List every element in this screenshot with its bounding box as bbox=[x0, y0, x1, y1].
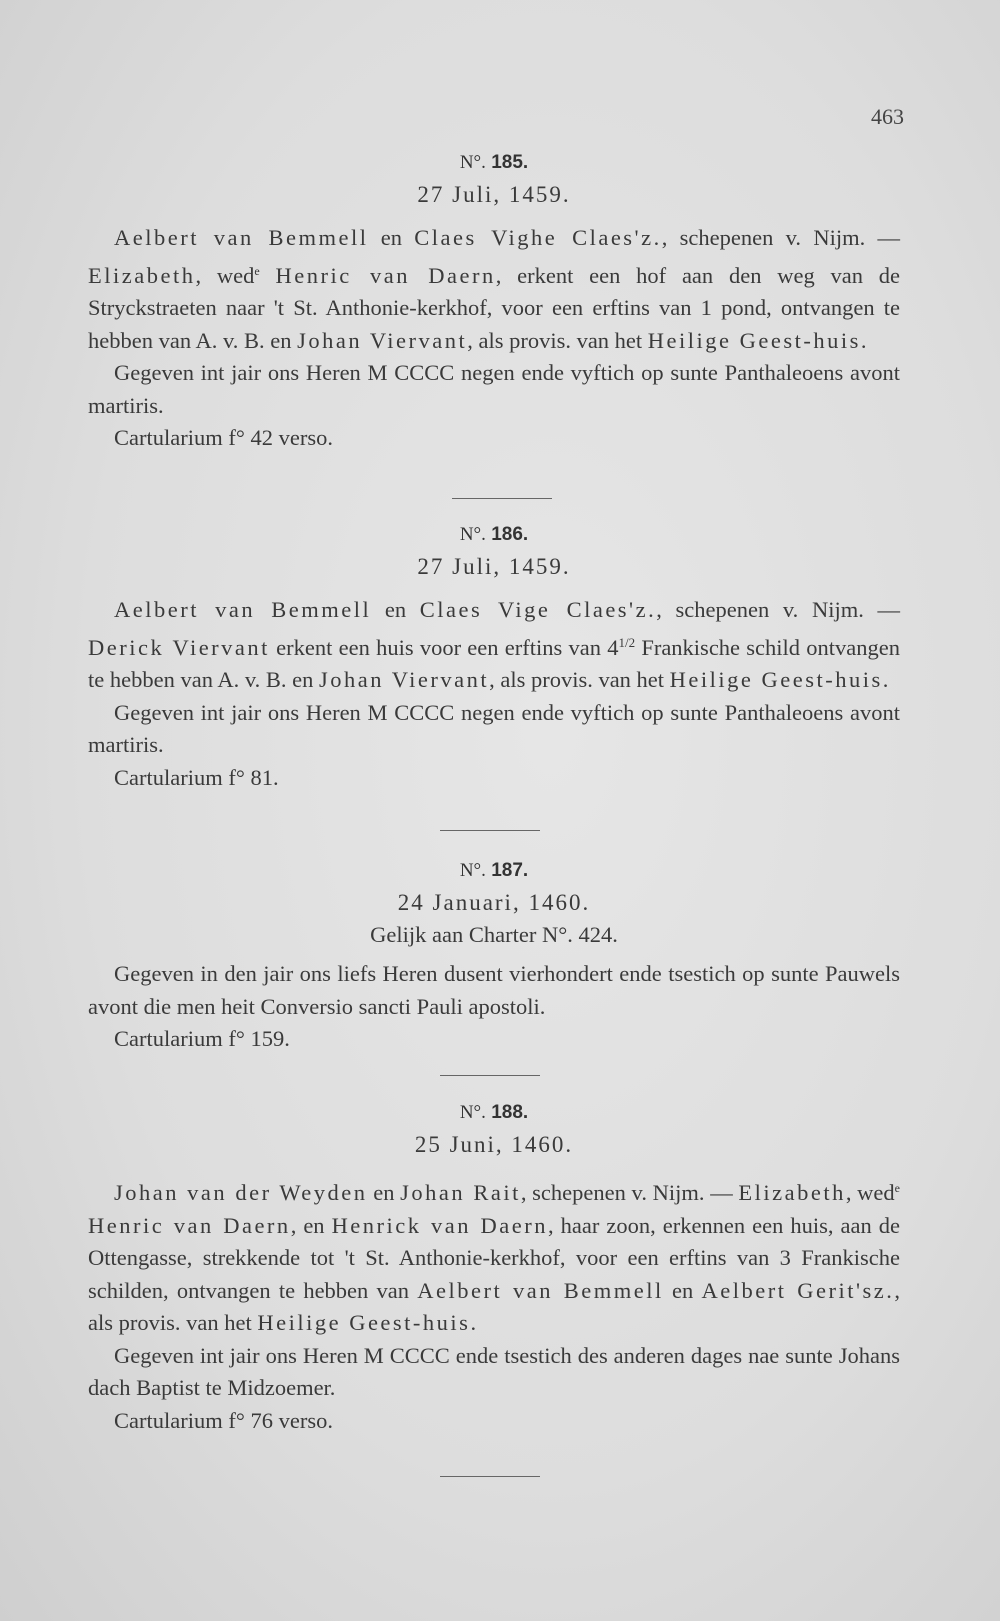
person-name: Henric van Daern bbox=[88, 1212, 291, 1238]
person-name: Aelbert van Bemmell bbox=[114, 225, 369, 250]
source-reference: Cartularium f° 159. bbox=[114, 1026, 290, 1051]
number-value: 186. bbox=[491, 524, 529, 545]
entry-number bbox=[88, 860, 900, 882]
divider bbox=[440, 1075, 540, 1076]
text-run: en bbox=[663, 1277, 702, 1303]
person-name: Elizabeth bbox=[738, 1180, 846, 1205]
quote-paragraph: Gegeven in den jair ons liefs Heren dusent vierhondert ende tsestich op sunte Pauwels avont die men heit Conversio sancti Pauli apostoli. bbox=[88, 961, 900, 1019]
fraction: 1/2 bbox=[618, 634, 636, 650]
text-run: erkent een huis voor een erftins van 4 bbox=[269, 634, 619, 660]
text-run: , als provis. van het bbox=[489, 667, 670, 692]
text-run: , haar zoon, erkennen een huis, aan de Ottengasse, strekkende tot 't St. Anthonie-kerkhof, voor een erftins van 3 Frankische schilden, ontvangen te hebben van bbox=[88, 1212, 900, 1303]
institution-name: Heilige Geest-huis bbox=[669, 667, 883, 692]
text-run: Frankische schild ontvangen te hebben van A. v. B. en bbox=[88, 634, 900, 692]
person-name: Johan Viervant bbox=[297, 327, 468, 353]
text-run: , schepenen v. Nijm. — bbox=[661, 225, 900, 250]
number-value: 187. bbox=[491, 860, 529, 881]
text-run: en bbox=[368, 225, 415, 250]
person-name: Johan van der Weyden bbox=[114, 1180, 368, 1205]
source-reference: Cartularium f° 81. bbox=[114, 764, 279, 790]
entry-186 bbox=[88, 524, 900, 794]
entry-number bbox=[88, 152, 900, 174]
entry-date: 25 Juni, 1460. bbox=[414, 1132, 574, 1157]
number-prefix: N°. bbox=[459, 1102, 486, 1123]
institution-name: Heilige Geest-huis bbox=[257, 1310, 471, 1335]
text-run: , schepenen v. Nijm. — bbox=[656, 597, 900, 622]
person-name: Claes Vige Claes'z. bbox=[419, 597, 657, 622]
text-run: . bbox=[470, 1310, 477, 1335]
text-run: , wed bbox=[195, 262, 255, 288]
text-run: , als provis. van het bbox=[467, 327, 648, 353]
number-prefix: N°. bbox=[459, 152, 486, 173]
quote-paragraph: Gegeven int jair ons Heren M CCCC ende tsestich des anderen dages nae sunte Johans dach Baptist te Midzoemer. bbox=[88, 1342, 900, 1400]
entry-number bbox=[88, 524, 900, 546]
text-run: en bbox=[367, 1180, 401, 1205]
text-run: , wed bbox=[845, 1180, 895, 1205]
text-run: en bbox=[371, 597, 420, 622]
text-run: , en bbox=[290, 1212, 332, 1238]
person-name: Johan Rait bbox=[400, 1180, 521, 1205]
quote-paragraph: Gegeven int jair ons Heren M CCCC negen ende vyftich op sunte Panthaleoens avont martiris. bbox=[88, 699, 900, 757]
text-run: , als provis. van het bbox=[88, 1277, 900, 1335]
quote-paragraph: Gegeven int jair ons Heren M CCCC negen ende vyftich op sunte Panthaleoens avont martiris. bbox=[88, 360, 900, 418]
page-number: 463 bbox=[871, 104, 904, 129]
person-name: Claes Vighe Claes'z. bbox=[414, 225, 662, 250]
person-name: Derick Viervant bbox=[88, 634, 270, 660]
person-name: Aelbert Gerit'sz. bbox=[701, 1277, 895, 1303]
text-run bbox=[260, 263, 276, 288]
entry-188 bbox=[88, 1102, 900, 1437]
person-name: Henric van Daern bbox=[275, 262, 496, 288]
entry-date: 27 Juli, 1459. bbox=[417, 182, 571, 207]
summary-paragraph bbox=[88, 594, 900, 697]
entry-185 bbox=[88, 152, 900, 455]
text-run: , erkent een hof aan den weg van de Stryckstraeten naar 't St. Anthonie-kerkhof, voor een erftins van 1 pond, ontvangen te hebben van A. v. B. en bbox=[88, 262, 901, 353]
superscript: e bbox=[894, 1181, 900, 1195]
entry-187 bbox=[88, 860, 900, 1056]
divider bbox=[440, 830, 540, 831]
entry-date: 24 Januari, 1460. bbox=[397, 890, 591, 915]
summary-paragraph bbox=[88, 222, 900, 357]
divider bbox=[440, 1476, 540, 1477]
text-run: . bbox=[860, 327, 867, 353]
person-name: Johan Viervant bbox=[319, 667, 490, 692]
person-name: Henrick van Daern bbox=[331, 1212, 548, 1238]
superscript: e bbox=[254, 263, 260, 278]
institution-name: Heilige Geest-huis bbox=[647, 327, 861, 353]
source-reference: Cartularium f° 76 verso. bbox=[114, 1407, 333, 1433]
entry-number bbox=[88, 1102, 900, 1124]
text-run: . bbox=[882, 667, 889, 692]
number-value: 185. bbox=[491, 152, 529, 173]
number-prefix: N°. bbox=[459, 524, 486, 545]
text-run: , schepenen v. Nijm. — bbox=[520, 1180, 739, 1205]
number-prefix: N°. bbox=[459, 860, 486, 881]
person-name: Aelbert van Bemmell bbox=[114, 597, 372, 622]
number-value: 188. bbox=[491, 1102, 529, 1123]
source-reference: Cartularium f° 42 verso. bbox=[114, 425, 333, 450]
entry-date: 27 Juli, 1459. bbox=[417, 554, 571, 579]
summary-paragraph bbox=[88, 1172, 900, 1340]
divider bbox=[452, 498, 552, 499]
person-name: Elizabeth bbox=[88, 262, 196, 288]
person-name: Aelbert van Bemmell bbox=[417, 1277, 664, 1303]
same-as-note: Gelijk aan Charter N°. 424. bbox=[370, 922, 618, 947]
